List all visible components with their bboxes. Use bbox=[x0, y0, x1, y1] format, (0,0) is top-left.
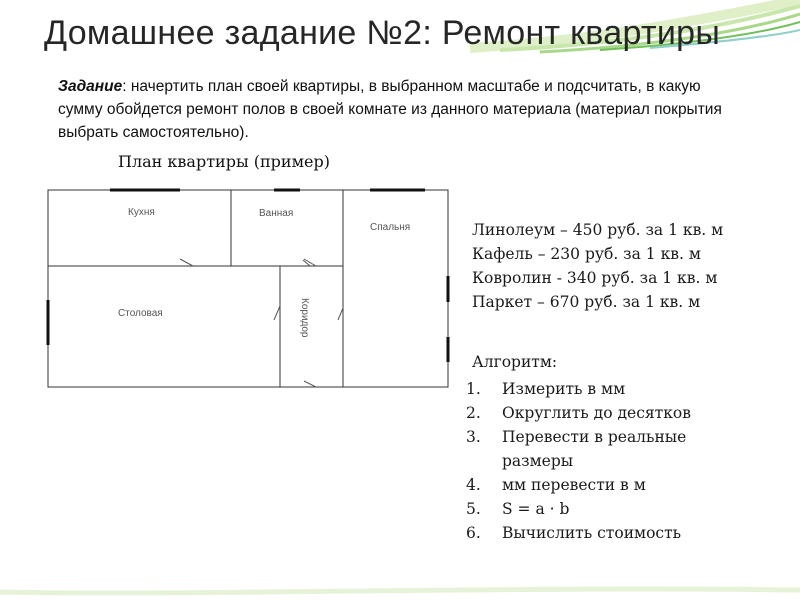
material-item: Паркет – 670 руб. за 1 кв. м bbox=[472, 293, 701, 311]
room-label-corridor: Коридор bbox=[299, 298, 310, 338]
page-title: Домашнее задание №2: Ремонт квартиры bbox=[44, 14, 721, 52]
step-number: 1. bbox=[466, 380, 481, 398]
step-number: 5. bbox=[466, 500, 481, 518]
algorithm-step bbox=[466, 401, 756, 425]
algorithm-step bbox=[466, 425, 756, 473]
algorithm-step bbox=[466, 473, 756, 497]
step-number: 6. bbox=[466, 524, 481, 542]
material-item: Линолеум – 450 руб. за 1 кв. м bbox=[472, 221, 724, 239]
step-number: 3. bbox=[466, 428, 481, 446]
materials-list bbox=[472, 218, 723, 314]
door-dining bbox=[274, 306, 280, 320]
room-label-dining: Столовая bbox=[118, 308, 163, 319]
algorithm-step bbox=[466, 521, 756, 545]
task-label: Задание bbox=[58, 78, 123, 95]
room-label-kitchen: Кухня bbox=[128, 207, 155, 218]
door-bedroom bbox=[338, 308, 343, 320]
material-item: Ковролин - 340 руб. за 1 кв. м bbox=[472, 269, 718, 287]
step-text: Округлить до десятков bbox=[502, 404, 691, 422]
step-text: Измерить в мм bbox=[502, 380, 626, 398]
plan-outline bbox=[48, 190, 448, 387]
algorithm-steps bbox=[466, 377, 756, 545]
step-text: Вычислить стоимость bbox=[502, 524, 682, 542]
material-item: Кафель – 230 руб. за 1 кв. м bbox=[472, 245, 701, 263]
task-text: : начертить план своей квартиры, в выбранном масштабе и подсчитать, в какую сумму обойдется ремонт полов в своей комнате из данного материала (материал покрытия выбрать самостоятельно). bbox=[58, 78, 722, 141]
algorithm-step bbox=[466, 377, 756, 401]
room-label-bathroom: Ванная bbox=[259, 208, 294, 219]
room-label-bedroom: Спальня bbox=[370, 222, 411, 233]
plan-caption: План квартиры (пример) bbox=[118, 152, 330, 171]
algorithm-title: Алгоритм: bbox=[472, 353, 558, 371]
step-text: мм перевести в м bbox=[502, 476, 646, 494]
step-number: 4. bbox=[466, 476, 481, 494]
step-text: Перевести в реальные размеры bbox=[502, 428, 687, 470]
step-text: S = a · b bbox=[502, 500, 570, 518]
door-kitchen bbox=[180, 259, 193, 266]
algorithm-step bbox=[466, 497, 756, 521]
step-number: 2. bbox=[466, 404, 481, 422]
door-entrance bbox=[304, 381, 316, 387]
